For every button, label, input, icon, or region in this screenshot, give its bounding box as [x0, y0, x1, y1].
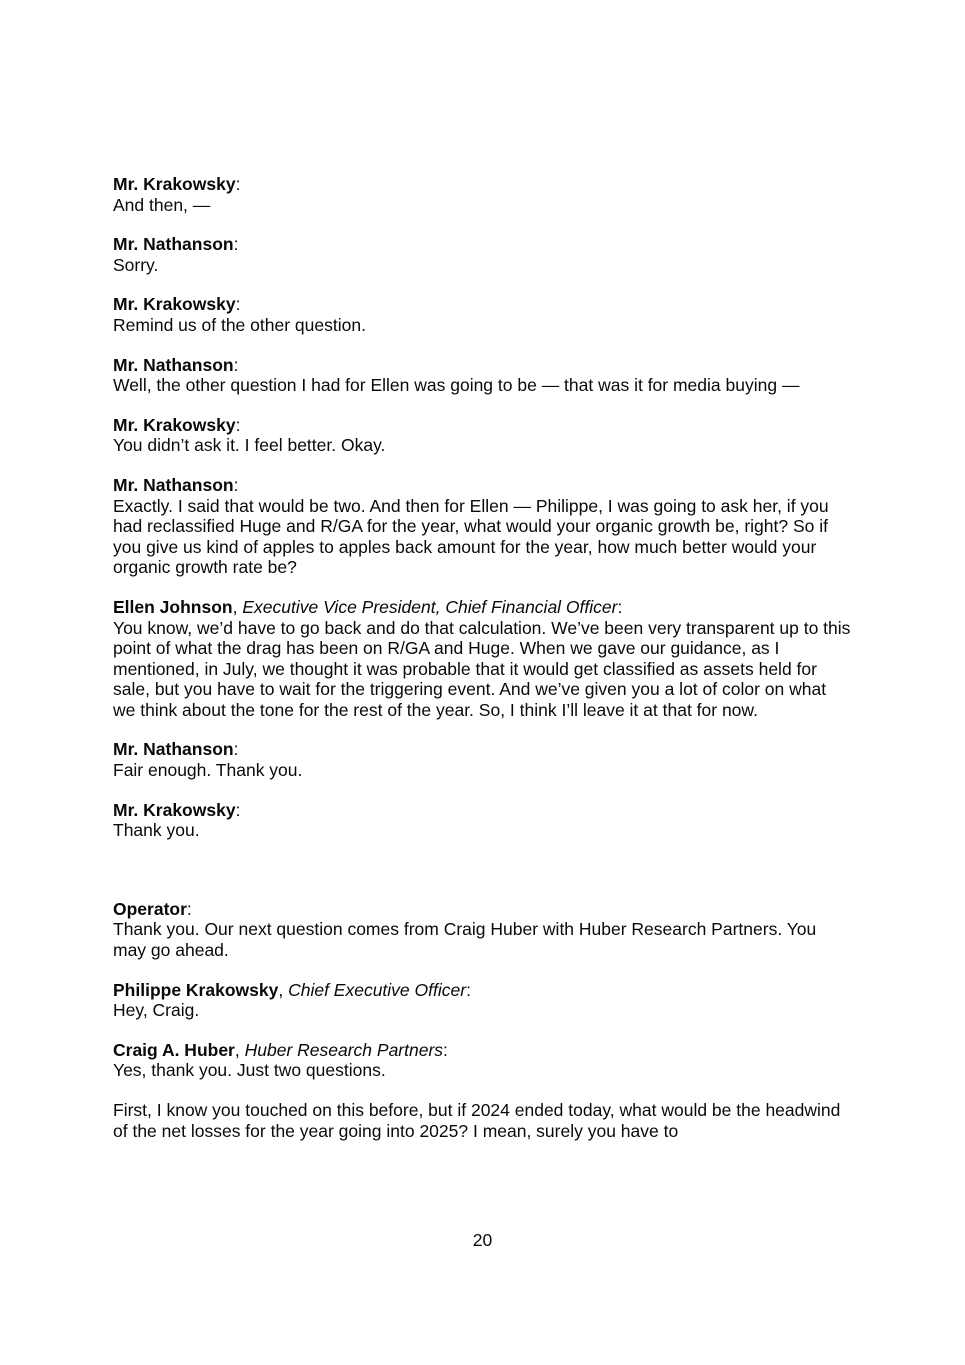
speaker-name: Mr. Nathanson: [113, 354, 234, 375]
speaker-role: Huber Research Partners: [244, 1039, 444, 1060]
transcript-block: [113, 294, 853, 335]
speech-text: Fair enough. Thank you.: [113, 760, 303, 781]
speaker-colon: :: [466, 979, 471, 1000]
speech-text: Sorry.: [113, 254, 159, 275]
speaker-name: Mr. Krakowsky: [113, 294, 236, 315]
speech-text: Exactly. I said that would be two. And then for Ellen — Philippe, I was going to ask her, if you had reclassified Huge and R/GA for the year, what would your organic growth be, right? So if you give us kind of apples to apples back amount for the year, how much better would your organic growth rate be?: [113, 495, 829, 578]
speaker-role: Executive Vice President, Chief Financial Officer: [242, 596, 618, 617]
speaker-colon: :: [235, 174, 241, 194]
speaker-colon: :: [186, 898, 192, 919]
transcript-block: [113, 415, 853, 456]
speech-text: Thank you. Our next question comes from Craig Huber with Huber Research Partners. You may go ahead.: [113, 919, 817, 961]
speaker-line: [113, 899, 853, 920]
speaker-name: Mr. Nathanson: [113, 234, 234, 255]
speaker-name: Craig A. Huber: [113, 1039, 235, 1060]
speaker-colon: :: [233, 234, 239, 255]
transcript-block: [113, 234, 853, 275]
speech-text: First, I know you touched on this before, but if 2024 ended today, what would be the headwind of the net losses for the year going into 2025? I mean, surely you have to: [113, 1100, 841, 1141]
transcript-block: [113, 1040, 853, 1081]
speaker-name: Mr. Nathanson: [113, 739, 234, 760]
speech-text: Hey, Craig.: [113, 1000, 200, 1021]
speech-text: Thank you.: [113, 820, 200, 841]
transcript-block: [113, 1100, 853, 1141]
speaker-line: [113, 355, 853, 376]
transcript-block: [113, 597, 853, 721]
speaker-role: Chief Executive Officer: [288, 979, 467, 1000]
transcript-block: [113, 174, 853, 215]
speech-text: You didn’t ask it. I feel better. Okay.: [113, 435, 386, 456]
speech-text: Remind us of the other question.: [113, 314, 366, 335]
speaker-line: [113, 597, 853, 618]
speaker-colon: :: [233, 474, 239, 495]
speaker-line: [113, 174, 853, 195]
speaker-line: [113, 980, 853, 1001]
speaker-name: Operator: [113, 898, 187, 919]
speaker-line: [113, 415, 853, 436]
speech-text: You know, we’d have to go back and do that calculation. We’ve been very transparent up to this point of what the drag has been on R/GA and Huge. When we gave our guidance, as I mentioned, in July, we thought it was probable that it would get classified as assets held for sale, but you have to wait for the triggering event. And we’ve given you a lot of color on what we think about the tone for the rest of the year. So, I think I’ll leave it at that for now.: [113, 617, 851, 720]
speaker-name: Mr. Krakowsky: [113, 799, 236, 820]
speaker-name: Philippe Krakowsky: [113, 979, 279, 1000]
speaker-colon: :: [235, 414, 241, 435]
speaker-name: Mr. Krakowsky: [113, 414, 236, 435]
speaker-colon: :: [233, 354, 239, 375]
speaker-line: [113, 1040, 853, 1061]
transcript-block: [113, 800, 853, 841]
speech-text: And then, —: [113, 194, 211, 215]
speaker-line: [113, 234, 853, 255]
speaker-colon: :: [235, 799, 241, 820]
page-number: 20: [472, 1230, 493, 1250]
transcript-block: [113, 899, 853, 961]
transcript-block: [113, 980, 853, 1021]
speech-text: Yes, thank you. Just two questions.: [113, 1060, 386, 1081]
speaker-role-sep: ,: [232, 596, 243, 617]
speaker-role-sep: ,: [234, 1039, 245, 1060]
speaker-line: [113, 739, 853, 760]
transcript-content: [113, 174, 853, 1160]
speech-text: Well, the other question I had for Ellen was going to be — that was it for media buying —: [113, 375, 800, 396]
speaker-role-sep: ,: [278, 979, 289, 1000]
speaker-colon: :: [617, 596, 623, 617]
speaker-line: [113, 475, 853, 496]
speaker-line: [113, 294, 853, 315]
transcript-block: [113, 739, 853, 780]
speaker-colon: :: [443, 1039, 448, 1060]
transcript-block: [113, 475, 853, 578]
transcript-block: [113, 355, 853, 396]
speaker-colon: :: [233, 739, 239, 760]
speaker-name: Mr. Krakowsky: [113, 174, 236, 194]
speaker-line: [113, 800, 853, 821]
speaker-name: Ellen Johnson: [113, 596, 233, 617]
speaker-name: Mr. Nathanson: [113, 474, 234, 495]
speaker-colon: :: [235, 294, 241, 315]
